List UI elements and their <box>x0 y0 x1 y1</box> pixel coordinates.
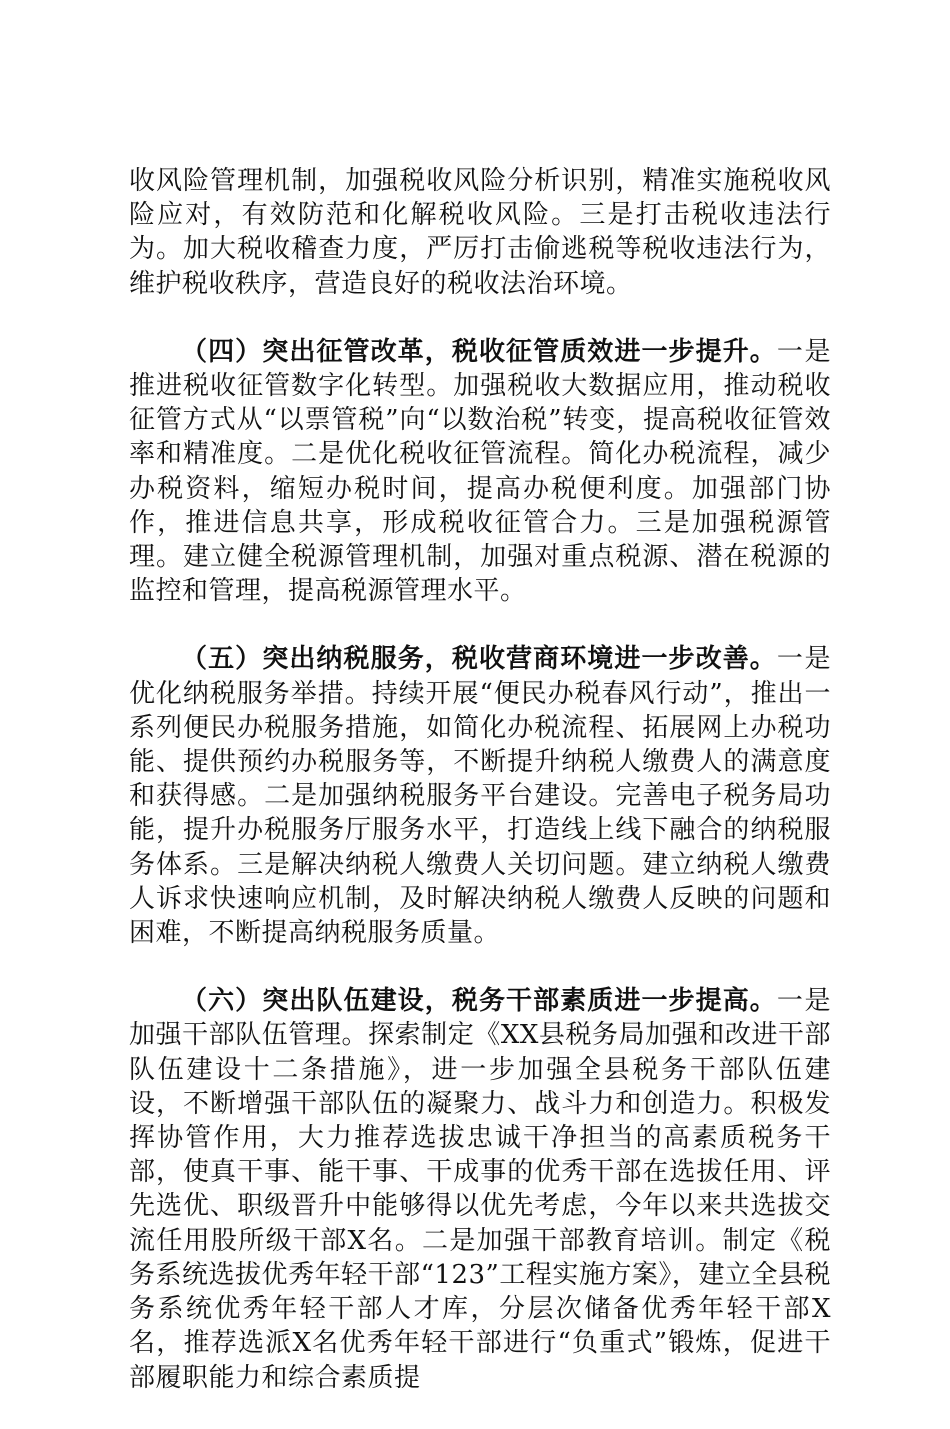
paragraph-body: 一是优化纳税服务举措。持续开展“便民办税春风行动”，推出一系列便民办税服务措施，如简化办税流程、拓展网上办税功能、提供预约办税服务等，不断提升纳税人缴费人的满意度和获得感。二是加强纳税服务平台建设。完善电子税务局功能，提升办税服务厅服务水平，打造线上线下融合的纳税服务体系。三是解决纳税人缴费人关切问题。建立纳税人缴费人诉求快速响应机制，及时解决纳税人缴费人反映的问题和困难，不断提高纳税服务质量。 <box>129 644 831 949</box>
paragraph-team-building <box>129 984 831 1394</box>
paragraph-body: 一是推进税收征管数字化转型。加强税收大数据应用，推动税收征管方式从“以票管税”向“以数治税”转变，提高税收征管效率和精准度。二是优化税收征管流程。简化办税流程，减少办税资料，缩短办税时间，提高办税便利度。加强部门协作，推进信息共享，形成税收征管合力。三是加强税源管理。建立健全税源管理机制，加强对重点税源、潜在税源的监控和管理，提高税源管理水平。 <box>129 336 831 607</box>
section-heading-four: （四）突出征管改革，税收征管质效进一步提升。 <box>181 336 777 367</box>
document-body <box>129 164 831 1429</box>
section-heading-six: （六）突出队伍建设，税务干部素质进一步提高。 <box>181 986 777 1017</box>
paragraph-body: 收风险管理机制，加强税收风险分析识别，精准实施税收风险应对，有效防范和化解税收风险。三是打击税收违法行为。加大税收稽查力度，严厉打击偷逃税等税收违法行为，维护税收秩序，营造良好的税收法治环境。 <box>129 166 831 299</box>
paragraph-collection-reform <box>129 335 831 609</box>
paragraph-body: 一是加强干部队伍管理。探索制定《XX县税务局加强和改进干部队伍建设十二条措施》，进一步加强全县税务干部队伍建设，不断增强干部队伍的凝聚力、战斗力和创造力。积极发挥协管作用，大力推荐选拔忠诚干净担当的高素质税务干部，使真干事、能干事、干成事的优秀干部在选拔任用、评先选优、职级晋升中能够得以优先考虑，今年以来共选拔交流任用股所级干部X名。二是加强干部教育培训。制定《税务系统选拔优秀年轻干部“123”工程实施方案》，建立全县税务系统优秀年轻干部人才库，分层次储备优秀年轻干部X名，推荐选派X名优秀年轻干部进行“负重式”锻炼，促进干部履职能力和综合素质提 <box>129 986 831 1393</box>
section-heading-five: （五）突出纳税服务，税收营商环境进一步改善。 <box>181 644 777 675</box>
paragraph-taxpayer-service <box>129 642 831 950</box>
paragraph-risk-management <box>129 164 831 301</box>
